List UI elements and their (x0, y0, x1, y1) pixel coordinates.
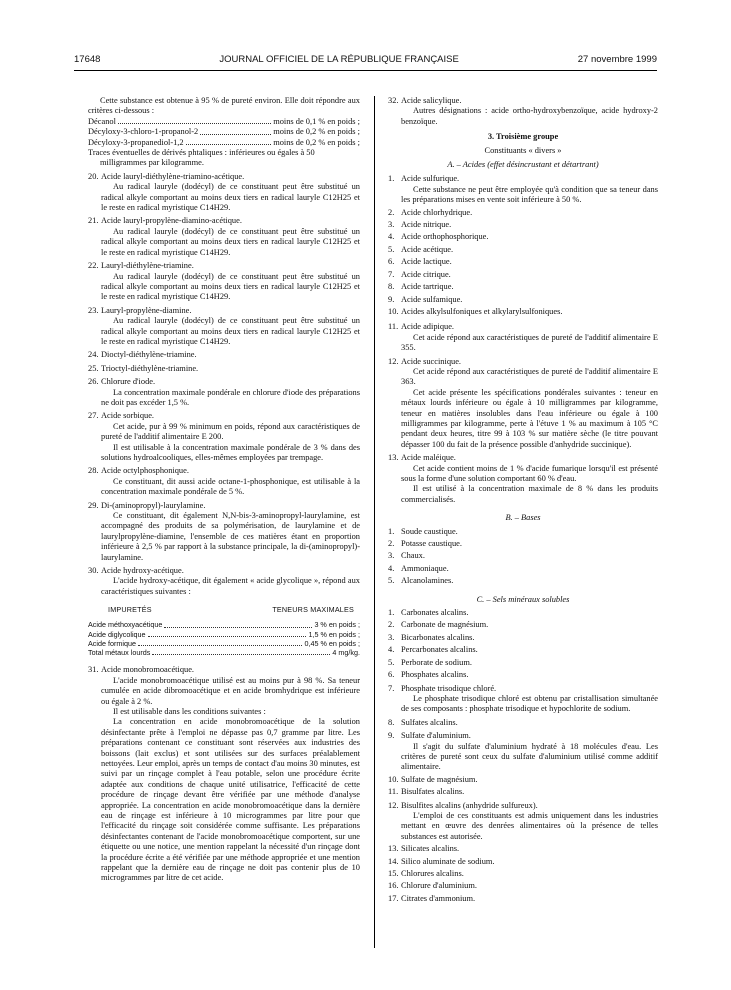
entry-28: 28. Acide octylphosphonique. Ce constituant, dit aussi acide octane-1-phosphonique, est utilisable à la concentration maximale pondérale de 5 %. (88, 466, 360, 497)
entry-title: Acide salicylique. (401, 96, 462, 105)
impurities-table (88, 605, 360, 657)
entry-23: 23. Lauryl-propylène-diamine. Au radical lauryle (dodécyl) de ce constituant peut être substitué un radical alkyle comportant au moins deux tiers en radical lauryle C12H25 et le reste en radical myristique C14H29. (88, 305, 360, 346)
list-item: 1. Carbonates alcalins. (388, 608, 469, 618)
entry-22: 22. Lauryl-diéthylène-triamine. Au radical lauryle (dodécyl) de ce constituant peut être substitué un radical alkyle comportant au moins deux tiers en radical lauryle C12H25 et le reste en radical myristique C14H29. (88, 261, 360, 302)
list-item: 9. Acide sulfamique. (388, 294, 463, 304)
section-a-heading: A. – Acides (effet désincrustant et détartrant) (447, 160, 599, 170)
entry-title: Dioctyl-diéthylène-triamine. (101, 350, 197, 360)
journal-title: JOURNAL OFFICIEL DE LA RÉPUBLIQUE FRANÇAISE (219, 54, 459, 65)
list-item: 5. Acide acétique. (388, 244, 454, 254)
list-item: 5. Perborate de sodium. (388, 657, 472, 667)
list-item: 17. Citrates d'ammonium. (388, 893, 476, 903)
bases-list (388, 527, 658, 587)
list-item: 6. Phosphates alcalins. (388, 670, 469, 680)
group-subtitle: Constituants « divers » (484, 145, 562, 155)
entry-title: Phosphate trisodique chloré. (401, 683, 497, 693)
acid-1: 1. Acide sulfurique. Cette substance ne peut être employée qu'à condition que sa teneur dans les préparations mises en vente soit inférieure à 50 %. (388, 174, 658, 205)
table-row: Total métaux lourds 4 mg/kg. (88, 648, 360, 658)
entry-title: Chlorure d'iode. (101, 377, 156, 387)
list-item: 4. Percarbonates alcalins. (388, 645, 478, 655)
list-item: 13. Silicates alcalins. (388, 844, 460, 854)
traces-text: Traces éventuelles de dérivés phtaliques : inférieures ou égales à 50 milligrammes par kilogramme. (88, 148, 315, 168)
left-column (88, 96, 360, 884)
issue-date: 27 novembre 1999 (577, 54, 657, 65)
entry-25: 25. Trioctyl-diéthylène-triamine. (88, 364, 360, 374)
entry-title: Acide sulfurique. (401, 174, 460, 184)
salt-12: 12. Bisulfites alcalins (anhydride sulfureux). L'emploi de ces constituants est admis uniquement dans les industries mettant en œuvre des denrées alimentaires où la présence de telles substances est autorisée. (388, 800, 658, 841)
entry-title: Acide maléique. (401, 453, 456, 463)
group-title: 3. Troisième groupe (487, 132, 559, 142)
criterion-row: Décyloxy-3-chloro-1-propanol-2 moins de 0,2 % en poids ; (88, 127, 360, 137)
entry-title: Acide sorbique. (101, 411, 155, 421)
column-divider (374, 96, 375, 948)
entry-text: La concentration maximale pondérale en chlorure d'iode des préparations ne doit pas excéder 1,5 %. (101, 387, 360, 407)
salt-7: 7. Phosphate trisodique chloré. Le phosphate trisodique chloré est obtenu par cristallisation simultanée de ses composants : phosphate trisodique et hypochlorite de sodium. (388, 683, 658, 714)
section-c-heading: C. – Sels minéraux solubles (476, 594, 570, 604)
entry-31: 31. Acide monobromoacétique. L'acide monobromoacétique utilisé est au moins pur à 98 %. Sa teneur cumulée en acide dibromoacétique et en acide bromhydrique est inférieure ou égale à 2 %. Il est utilisable dans les conditions suivantes : La concentration en acide monobromoacétique de la solution désinfectante prête à l'emploi ne dépasse pas 0,7 gramme par litre. Les préparations contenant ce constituant sont réservées aux industries des boissons (lait exclus) et sont utilisées sur des surfaces préalablement nettoyées. Leur emploi, après un temps de contact d'au moins 30 minutes, est suivi par un rinçage complet à l'eau potable, selon une procédure écrite adaptée aux conditions de chaque unité utilisatrice, l'efficacité de cette procédure de rinçage devant être vérifiée par une méthode d'analyse appropriée. La concentration en acide monobromoacétique dans la dernière eau de rinçage est inférieure à 10 microgrammes par litre pour que l'efficacité du rinçage soit considérée comme suffisante. Les préparations désinfectantes contenant de l'acide monobromoacétique comportent, sur une étiquette ou une notice, une mention rappelant la nécessité d'un rinçage dont la procédure écrite a été vérifiée par une méthode appropriée et une mention rappelant que la dernière eau de rinçage ne doit pas contenir plus de 10 microgrammes par litre de cet acide. (88, 665, 360, 883)
list-item: 7. Acide citrique. (388, 269, 451, 279)
list-item: 10. Acides alkylsulfoniques et alkylarylsulfoniques. (388, 306, 563, 316)
list-item: 14. Silico aluminate de sodium. (388, 856, 495, 866)
acid-13: 13. Acide maléique. Cet acide contient moins de 1 % d'acide fumarique lorsqu'il est présenté sous la forme d'une solution comportant 60 % d'eau. Il est utilisé à la concentration maximale de 8 % dans les produits commercialisés. (388, 453, 658, 504)
salts-list (388, 608, 658, 680)
page-number: 17648 (74, 54, 101, 65)
column-header: TENEURS MAXIMALES (272, 605, 354, 615)
list-item: 5. Alcanolamines. (388, 576, 454, 586)
entry-text: Au radical lauryle (dodécyl) de ce constituant peut être substitué un radical alkyle comportant au moins deux tiers en radical lauryle C12H25 et le reste en radical myristique C14H29. (101, 182, 360, 213)
entry-title: Lauryl-propylène-diamine. (101, 305, 192, 315)
acid-list (388, 208, 658, 320)
entry-title: Acide lauryl-diéthylène-triamino-acétique. (101, 171, 245, 181)
table-header (88, 605, 360, 614)
entry-title: Acide octylphosphonique. (101, 466, 189, 476)
list-item: 3. Bicarbonates alcalins. (388, 632, 475, 642)
entry-29: 29. Di-(aminopropyl)-laurylamine. Ce constituant, dit également N,N-bis-3-aminopropyl-laurylamine, est accompagné des produits de sa polymérisation, de laurylamine et de laurylpropylène-diamine, l'ensemble de ces matières étant en proportion inférieure à 2,5 % par rapport à la substance principale, la di-(aminopropyl)-laurylamine. (88, 500, 360, 562)
entry-title: Sulfate d'aluminium. (401, 731, 471, 741)
list-item: 6. Acide lactique. (388, 257, 452, 267)
list-item: 16. Chlorure d'aluminium. (388, 881, 477, 891)
entry-24: 24. Dioctyl-diéthylène-triamine. (88, 350, 360, 360)
list-item: 2. Carbonate de magnésium. (388, 620, 489, 630)
acid-11: 11. Acide adipique. Cet acide répond aux caractéristiques de pureté de l'additif alimentaire E 355. (388, 322, 658, 353)
list-item: 8. Acide tartrique. (388, 282, 454, 292)
salts-list-2 (388, 775, 658, 798)
entry-text: Au radical lauryle (dodécyl) de ce constituant peut être substitué un radical alkyle comportant au moins deux tiers en radical lauryle C12H25 et le reste en radical myristique C14H29. (101, 316, 360, 346)
list-item: 3. Chaux. (388, 551, 425, 561)
entry-20: 20. Acide lauryl-diéthylène-triamino-acétique. Au radical lauryle (dodécyl) de ce constituant peut être substitué un radical alkyle comportant au moins deux tiers en radical lauryle C12H25 et le reste en radical myristique C14H29. (88, 171, 360, 213)
entry-26: 26. Chlorure d'iode. La concentration maximale pondérale en chlorure d'iode des préparations ne doit pas excéder 1,5 %. (88, 377, 360, 407)
list-item: 10. Sulfate de magnésium. (388, 774, 478, 784)
entry-text: Au radical lauryle (dodécyl) de ce constituant peut être substitué un radical alkyle comportant au moins deux tiers en radical lauryle C12H25 et le reste en radical myristique C14H29. (101, 271, 360, 302)
table-row: Acide formique 0,45 % en poids ; (88, 638, 360, 648)
entry-text: Au radical lauryle (dodécyl) de ce constituant peut être substitué un radical alkyle comportant au moins deux tiers en radical lauryle C12H25 et le reste en radical myristique C14H29. (101, 226, 360, 257)
entry-27: 27. Acide sorbique. Cet acide, pur à 99 % minimum en poids, répond aux caractéristiques de pureté de l'additif alimentaire E 200. Il est utilisable à la concentration maximale pondérale de 3 % dans des solutions hydroalcooliques, elles-mêmes employées par trempage. (88, 411, 360, 462)
criterion-row: Décanol moins de 0,1 % en poids ; (88, 116, 360, 126)
salt-8: 8. Sulfates alcalins. (388, 717, 458, 727)
salt-9: 9. Sulfate d'aluminium. Il s'agit du sulfate d'aluminium hydraté à 18 molécules d'eau. Les critères de pureté sont ceux du sulfate d'aluminium utilisé comme additif alimentaire. (388, 731, 658, 772)
entry-title: Acide monobromoacétique. (101, 665, 195, 675)
entry-title: Di-(aminopropyl)-laurylamine. (101, 500, 206, 510)
entry-21: 21. Acide lauryl-propylène-diamino-acétique. Au radical lauryle (dodécyl) de ce constituant peut être substitué un radical alkyle comportant au moins deux tiers en radical lauryle C12H25 et le reste en radical myristique C14H29. (88, 216, 360, 257)
entry-30: 30. Acide hydroxy-acétique. L'acide hydroxy-acétique, dit également « acide glycolique », répond aux caractéristiques suivantes : (88, 566, 360, 596)
list-item: 11. Bisulfates alcalins. (388, 787, 465, 797)
entry-title: Trioctyl-diéthylène-triamine. (101, 363, 199, 373)
entry-title: Acide succinique. (401, 356, 461, 366)
list-item: 2. Potasse caustique. (388, 539, 462, 549)
list-item: 3. Acide nitrique. (388, 220, 452, 230)
intro-paragraph: Cette substance est obtenue à 95 % de pureté environ. Elle doit répondre aux critères ci-dessous : (88, 96, 360, 116)
entry-title: Bisulfites alcalins (anhydride sulfureux). (401, 800, 538, 810)
page-header (74, 54, 657, 70)
salts-list-3 (388, 844, 658, 904)
entry-title: Lauryl-diéthylène-triamine. (101, 261, 194, 271)
right-column (388, 96, 658, 904)
criterion-row: Décyloxy-3-propanediol-1,2 moins de 0,2 % en poids ; (88, 137, 360, 147)
header-rule (74, 70, 657, 71)
list-item: 4. Acide orthophosphorique. (388, 232, 489, 242)
list-item: 4. Ammoniaque. (388, 563, 449, 573)
entry-title: Acide hydroxy-acétique. (101, 566, 184, 576)
table-row: Acide diglycolique 1,5 % en poids ; (88, 629, 360, 639)
column-header: IMPURETÉS (108, 605, 152, 615)
entry-32: 32. Acide salicylique. Autres désignations : acide ortho-hydroxybenzoïque, acide hydroxy-2 benzoïque. (388, 96, 658, 126)
list-item: 2. Acide chlorhydrique. (388, 207, 473, 217)
list-item: 1. Soude caustique. (388, 526, 458, 536)
entry-title: Acide lauryl-propylène-diamino-acétique. (101, 216, 242, 226)
section-b-heading: B. – Bases (505, 513, 541, 523)
entry-title: Acide adipique. (401, 322, 455, 332)
table-row: Acide méthoxyacétique 3 % en poids ; (88, 620, 360, 630)
acid-12: 12. Acide succinique. Cet acide répond aux caractéristiques de pureté de l'additif alimentaire E 363. Cet acide présente les spécifications pondérales suivantes : teneur en métaux lourds inférieure ou égale à 10 milligrammes par kilogramme, teneur en matières insolubles dans l'eau inférieure ou égale à 100 milligrammes par kilogramme, perte à l'étuve 1 % au maximum à 105 °C pendant deux heures, titre 99 à 103 % sur matière sèche (le titre pouvant dépasser 100 du fait de la présence possible d'anhydride succinique). (388, 356, 658, 449)
list-item: 15. Chlorures alcalins. (388, 869, 464, 878)
